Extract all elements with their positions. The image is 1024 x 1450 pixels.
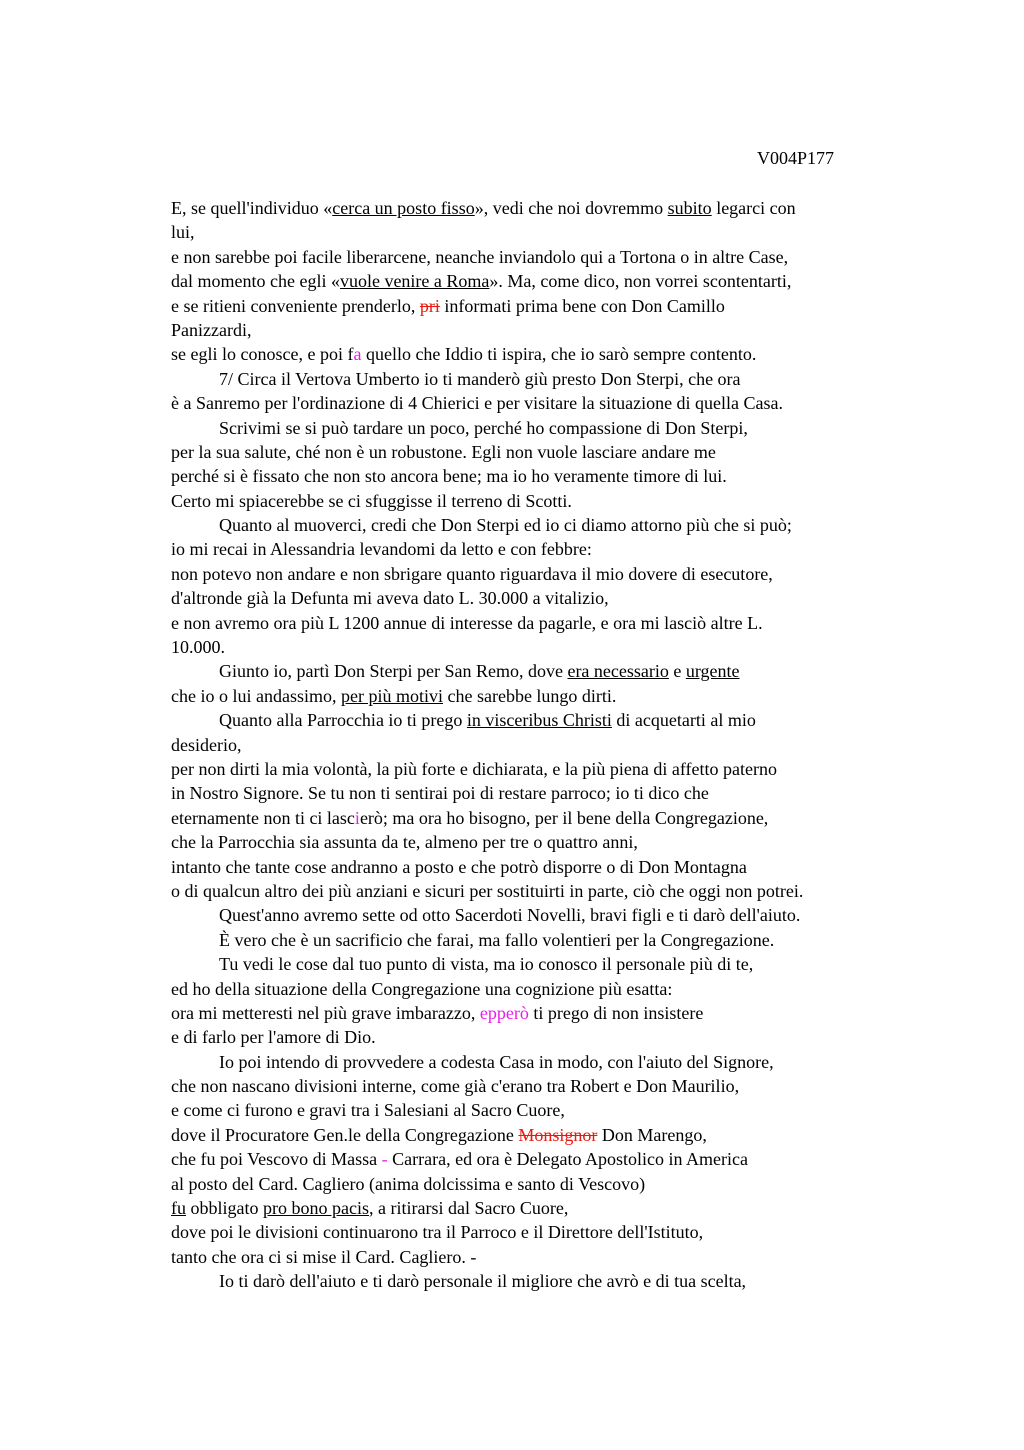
underlined-text: per più motivi (340, 685, 443, 706)
text-line (171, 1025, 911, 1049)
text-segment: tanto che ora ci si mise il Card. Cagliero. - (171, 1246, 477, 1267)
text-segment: », vedi che noi dovremmo (474, 198, 668, 218)
text-segment: Quest'anno avremo sette od otto Sacerdoti Novelli, bravi figli e ti darò dell'aiuto. (219, 905, 801, 926)
text-line (171, 1098, 911, 1122)
highlighted-text: a (353, 344, 362, 365)
text-segment: quello che Iddio ti ispira, che io sarò sempre contento. (361, 344, 757, 365)
text-line (171, 952, 911, 976)
text-segment: desiderio, (171, 734, 242, 755)
text-line (171, 245, 911, 269)
letter-body (171, 196, 911, 1294)
text-segment: e di farlo per l'amore di Dio. (171, 1027, 376, 1048)
text-line (171, 1172, 911, 1196)
text-line (171, 342, 911, 366)
text-line (171, 977, 911, 1001)
text-segment: che fu poi Vescovo di Massa (171, 1149, 382, 1170)
text-line (171, 806, 911, 830)
text-line (171, 1147, 911, 1171)
text-line (171, 586, 911, 610)
text-segment: al posto del Card. Cagliero (anima dolcissima e santo di Vescovo) (171, 1173, 646, 1194)
text-line (171, 513, 911, 537)
text-segment: È vero che è un sacrificio che farai, ma fallo volentieri per la Congregazione. (219, 929, 775, 950)
text-line (171, 611, 911, 635)
text-line (171, 464, 911, 488)
text-line (171, 489, 911, 513)
text-segment: ed ho della situazione della Congregazione una cognizione più esatta: (171, 978, 673, 999)
text-segment: d'altronde già la Defunta mi aveva dato L. 30.000 a vitalizio, (171, 588, 609, 609)
text-segment: per la sua salute, ché non è un robustone. Egli non vuole lasciare andare me (171, 441, 716, 462)
text-segment: Io ti darò dell'aiuto e ti darò personale il migliore che avrò e di tua scelta, (219, 1271, 747, 1292)
text-segment: Scrivimi se si può tardare un poco, perché ho compassione di Don Sterpi, (219, 417, 748, 438)
text-line (171, 318, 911, 342)
text-segment: che io o lui andassimo, (171, 685, 341, 706)
text-line (171, 391, 911, 415)
text-segment: Don Marengo, (597, 1124, 707, 1145)
text-segment: Certo mi spiacerebbe se ci sfuggisse il terreno di Scotti. (171, 490, 572, 511)
text-line (171, 733, 911, 757)
text-segment: obbligato (186, 1198, 263, 1219)
text-segment: Panizzardi, (171, 319, 252, 340)
struck-text: Monsignor (518, 1124, 598, 1145)
text-segment: legarci con (711, 198, 796, 218)
text-segment: e non avremo ora più L 1200 annue di interesse da pagarle, e ora mi lasciò altre L. (171, 612, 763, 633)
underlined-text: pro bono pacis (263, 1198, 369, 1219)
struck-text: pri (419, 295, 440, 316)
highlighted-text: i (354, 807, 360, 828)
text-segment: eternamente non ti ci lasc (171, 807, 355, 828)
text-segment: per non dirti la mia volontà, la più forte e dichiarata, e la più piena di affetto paterno (171, 758, 777, 779)
text-segment: dove il Procuratore Gen.le della Congregazione (171, 1124, 519, 1145)
text-line (171, 1074, 911, 1098)
text-line (171, 879, 911, 903)
text-line (171, 220, 911, 244)
text-segment: dove poi le divisioni continuarono tra il Parroco e il Direttore dell'Istituto, (171, 1222, 704, 1243)
text-line (171, 903, 911, 927)
text-line (171, 196, 911, 220)
text-segment: informati prima bene con Don Camillo (439, 295, 725, 316)
text-segment: e non sarebbe poi facile liberarcene, neanche inviandolo qui a Tortona o in altre Case, (171, 246, 789, 267)
text-line (171, 757, 911, 781)
text-line (171, 537, 911, 561)
text-line (171, 855, 911, 879)
text-line (171, 830, 911, 854)
text-segment: se egli lo conosce, e poi f (171, 344, 354, 365)
highlighted-text: - (381, 1149, 388, 1170)
text-segment: di acquetarti al mio (611, 710, 756, 731)
text-segment: io mi recai in Alessandria levandomi da letto e con febbre: (171, 539, 592, 560)
underlined-text: in visceribus Christi (466, 710, 612, 731)
text-segment: , a ritirarsi dal Sacro Cuore, (368, 1198, 569, 1219)
text-line (171, 1050, 911, 1074)
text-segment: E, se quell'individuo « (171, 198, 333, 218)
text-line (171, 708, 911, 732)
underlined-text: era necessario (567, 661, 669, 682)
text-segment: in Nostro Signore. Se tu non ti sentirai poi di restare parroco; io ti dico che (171, 783, 709, 804)
text-segment: lui, (171, 222, 195, 243)
text-line (171, 1269, 911, 1293)
text-segment: Quanto alla Parrocchia io ti prego (219, 710, 467, 731)
text-segment: dal momento che egli « (171, 271, 340, 292)
text-segment: 10.000. (171, 637, 225, 658)
text-segment: erò; ma ora ho bisogno, per il bene della Congregazione, (359, 807, 769, 828)
text-line (171, 928, 911, 952)
text-line (171, 635, 911, 659)
underlined-text: cerca un posto fisso (332, 198, 475, 218)
underlined-text: fu (171, 1198, 186, 1219)
text-segment: e come ci furono e gravi tra i Salesiani al Sacro Cuore, (171, 1100, 565, 1121)
text-segment: Carrara, ed ora è Delegato Apostolico in America (387, 1149, 749, 1170)
underlined-text: subito (667, 198, 712, 218)
text-line (171, 781, 911, 805)
text-line (171, 1245, 911, 1269)
text-segment: è a Sanremo per l'ordinazione di 4 Chierici e per visitare la situazione di quella Casa. (171, 393, 784, 414)
text-segment: che sarebbe lungo dirti. (442, 685, 617, 706)
text-line (171, 269, 911, 293)
text-segment: Giunto io, partì Don Sterpi per San Remo, dove (219, 661, 568, 682)
text-segment: Io poi intendo di provvedere a codesta Casa in modo, con l'aiuto del Signore, (219, 1051, 774, 1072)
page-identifier: V004P177 (757, 148, 835, 168)
text-segment: ora mi metteresti nel più grave imbarazzo, (171, 1002, 480, 1023)
text-segment: intanto che tante cose andranno a posto e che potrò disporre o di Don Montagna (171, 856, 747, 877)
text-segment: che la Parrocchia sia assunta da te, almeno per tre o quattro anni, (171, 832, 638, 853)
text-segment: perché si è fissato che non sto ancora bene; ma io ho veramente timore di lui. (171, 466, 727, 487)
text-line (171, 416, 911, 440)
text-segment: ti prego di non insistere (528, 1002, 704, 1023)
text-segment: che non nascano divisioni interne, come già c'erano tra Robert e Don Maurilio, (171, 1076, 740, 1097)
text-line (171, 659, 911, 683)
text-line (171, 1220, 911, 1244)
underlined-text: vuole venire a Roma (339, 271, 490, 292)
text-line (171, 562, 911, 586)
text-segment: o di qualcun altro dei più anziani e sicuri per sostituirti in parte, ciò che oggi non potrei. (171, 880, 804, 901)
underlined-text: urgente (685, 661, 740, 682)
text-segment: ». Ma, come dico, non vorrei scontentarti, (489, 271, 792, 292)
highlighted-text: epperò (479, 1002, 529, 1023)
text-line (171, 1196, 911, 1220)
text-segment: Tu vedi le cose dal tuo punto di vista, ma io conosco il personale più di te, (219, 954, 754, 975)
text-segment: Quanto al muoverci, credi che Don Sterpi ed io ci diamo attorno più che si può; (219, 515, 792, 536)
text-segment: e se ritieni conveniente prenderlo, (171, 295, 420, 316)
text-line (171, 440, 911, 464)
text-segment: non potevo non andare e non sbrigare quanto riguardava il mio dovere di esecutore, (171, 563, 773, 584)
text-line (171, 1123, 911, 1147)
text-segment: 7/ Circa il Vertova Umberto io ti manderò giù presto Don Sterpi, che ora (219, 368, 741, 389)
text-line (171, 684, 911, 708)
text-line (171, 367, 911, 391)
text-line (171, 1001, 911, 1025)
text-segment: e (668, 661, 686, 682)
text-line (171, 294, 911, 318)
